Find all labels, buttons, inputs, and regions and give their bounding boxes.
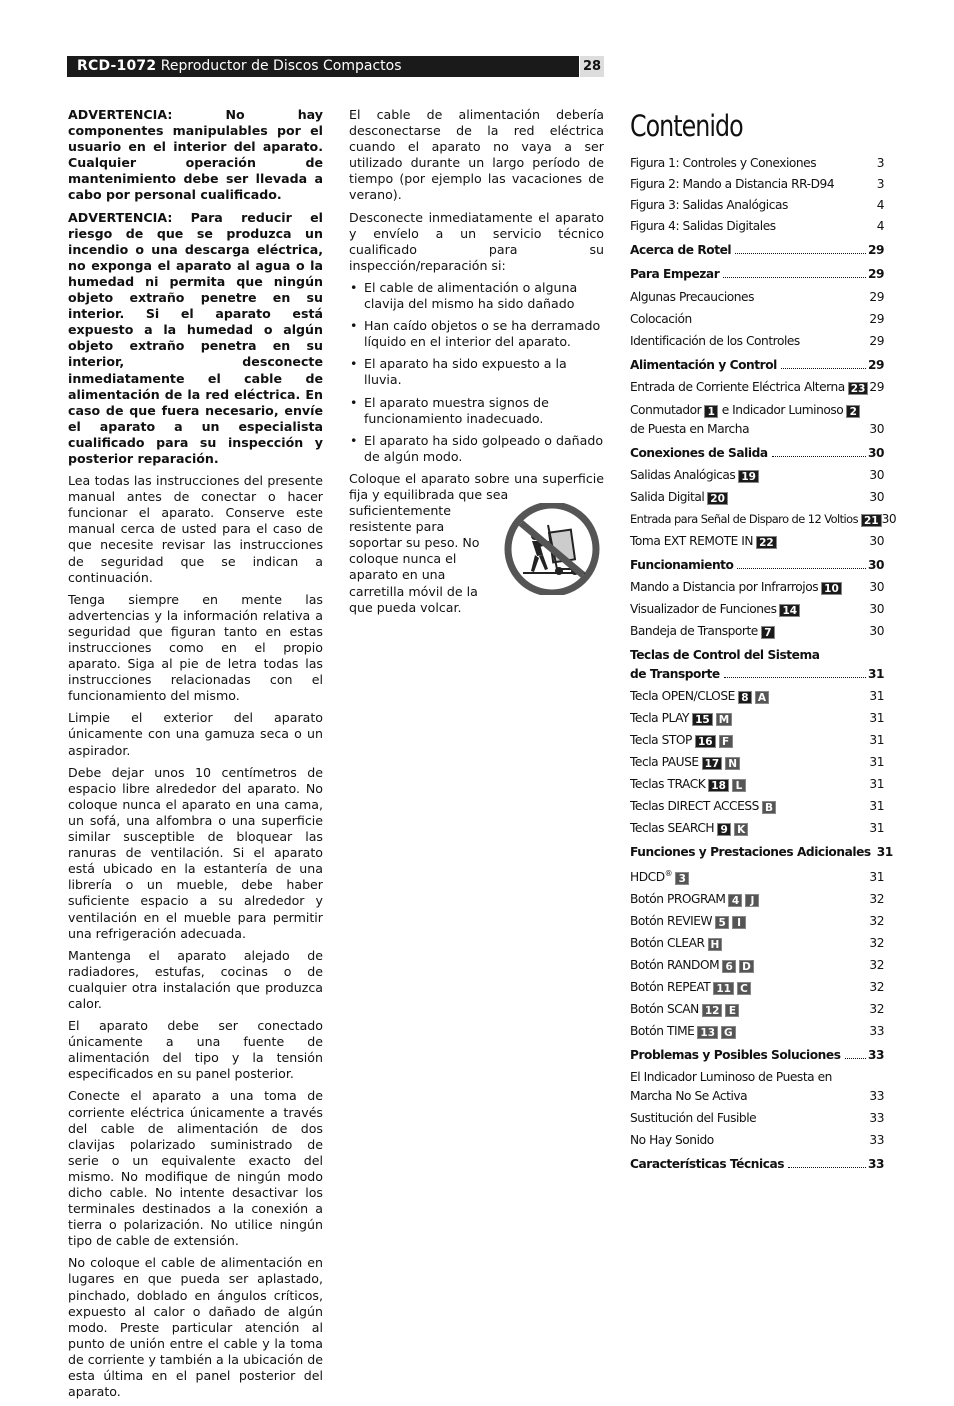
cart-warning [349,471,604,616]
paragraph: El aparato debe ser conectado únicamente a una fuente de alimentación del tipo y la tensión especificados en su panel posterior. [68,1018,323,1082]
toc-entry[interactable]: Botón REVIEW 5 I 32 [630,914,884,930]
toc-entry[interactable]: No Hay Sonido 33 [630,1133,884,1148]
remote-badge: L [732,779,746,792]
control-badge: 20 [707,492,728,505]
toc-entry[interactable]: Teclas DIRECT ACCESS B 31 [630,799,884,814]
toc-section[interactable]: Funcionamiento 30 [630,558,884,572]
toc-entry[interactable]: Botón TIME 13 G 33 [630,1024,884,1040]
remote-badge: K [734,823,748,836]
remote-badge: 13 [697,1026,718,1039]
toc-entry[interactable]: Botón SCAN 12 E 32 [630,1002,884,1018]
paragraph: Debe dejar unos 10 centímetros de espacio libre alrededor del aparato. No coloque nunca el aparato en una cama, un sofá, una alfombra o una superficie similar susceptible de bloquear las ranuras de ventilación. Si el aparato está ubicado en la estantería de una librería o un mueble, debe haber suficiente espacio a su alrededor y ventilación en el mueble para permitir una refrigeración adecuada. [68,764,323,941]
control-badge: 10 [821,582,842,595]
control-badge: 7 [761,626,775,639]
paragraph: Mantenga el aparato alejado de radiadores, estufas, cocinas o de cualquier otra instalación que produzca calor. [68,947,323,1011]
list-item: • Han caído objetos o se ha derramado líquido en el interior del aparato. [349,318,604,350]
toc-entry[interactable]: Botón PROGRAM 4 J 32 [630,892,884,908]
toc-entry[interactable]: Entrada para Señal de Disparo de 12 Voltios 21 30 [630,512,897,527]
toc-entry[interactable]: Figura 1: Controles y Conexiones 3 [630,156,884,170]
toc-entry[interactable]: Algunas Precauciones 29 [630,290,884,304]
toc-section[interactable]: Problemas y Posibles Soluciones 33 [630,1048,884,1063]
toc-entry[interactable]: Tecla OPEN/CLOSE 8 A 31 [630,689,884,704]
toc-entry[interactable]: Figura 4: Salidas Digitales 4 [630,219,884,233]
toc-entry[interactable]: Visualizador de Funciones 14 30 [630,602,884,617]
toc-section[interactable]: Características Técnicas 33 [630,1157,884,1172]
toc-entry[interactable]: Figura 3: Salidas Analógicas 4 [630,198,884,212]
toc-entry[interactable]: Botón CLEAR H 32 [630,936,884,952]
toc-entry[interactable]: Botón RANDOM 6 D 32 [630,958,884,974]
control-badge: 14 [779,604,800,617]
paragraph: Coloque el aparato sobre una superficie fija y equilibrada que sea [349,470,604,502]
paragraph: El cable de alimentación debería desconectarse de la red eléctrica cuando el aparato no vaya a ser utilizado durante un largo período de tiempo (por ejemplo las vacaciones de verano). [349,107,604,203]
paragraph: No coloque el cable de alimentación en lugares en que pueda ser aplastado, pinchado, doblado en ángulos críticos, expuesto al calor o dañado de algún modo. Preste particular atención al punto de unión entre el cable y la toma de corriente y también a la ubicación de esta última en el panel posterior del aparato. [68,1255,323,1400]
toc-entry[interactable]: Botón REPEAT 11 C 32 [630,980,884,996]
control-badge: 2 [846,405,860,418]
toc-entry[interactable]: Sustitución del Fusible 33 [630,1111,884,1126]
paragraph: suficientemente resistente para soportar su peso. No coloque nunca el aparato en una carretilla móvil de la que pueda volcar. [349,503,480,615]
toc-entry[interactable]: Tecla PLAY 15 M 31 [630,711,884,726]
remote-badge: 12 [702,1004,723,1017]
paragraph: Desconecte inmediatamente el aparato y envíelo a un servicio técnico cualificado para su inspección/reparación si: [349,209,604,273]
toc-section[interactable]: Para Empezar 29 [630,267,884,281]
remote-badge: 5 [715,916,729,929]
page-number: 28 [580,56,604,77]
remote-badge: 11 [713,982,734,995]
page-header [67,56,604,77]
toc-entry[interactable]: Teclas SEARCH 9 K 31 [630,821,884,836]
toc-entry[interactable]: Identificación de los Controles 29 [630,334,884,348]
toc-entry[interactable]: Bandeja de Transporte 7 30 [630,624,884,639]
safety-column-right [349,107,604,622]
toc-section[interactable]: Acerca de Rotel 29 [630,243,884,257]
cart-tipover-warning-icon [501,503,603,595]
toc-entry[interactable]: El Indicador Luminoso de Puesta en Marcha No Se Activa 33 [630,1070,884,1104]
remote-badge: C [737,982,751,995]
control-badge: 1 [704,405,718,418]
paragraph: Lea todas las instrucciones del presente manual antes de conectar o hacer funcionar el aparato. Conserve este manual cerca de usted para el caso de que necesite revisar las instrucciones de seguridad que se indican a continuación. [68,473,323,585]
control-badge: 15 [692,713,713,726]
remote-badge: 4 [728,894,742,907]
remote-badge: 6 [722,960,736,973]
toc-section[interactable]: Funciones y Prestaciones Adicionales 31 [630,845,893,859]
remote-badge: M [716,713,732,726]
toc-entry[interactable]: Teclas TRACK 18 L 31 [630,777,884,792]
remote-badge: I [732,916,746,929]
toc-entry[interactable]: Colocación 29 [630,312,884,326]
toc-section[interactable]: Alimentación y Control 29 [630,358,884,372]
control-badge: 19 [738,470,759,483]
toc-entry[interactable]: Salida Digital 20 30 [630,490,884,505]
toc-entry[interactable]: Salidas Analógicas 19 30 [630,468,884,483]
control-badge: 18 [708,779,729,792]
safety-column-left [68,107,323,1406]
control-badge: 16 [695,735,716,748]
toc-entry[interactable]: Tecla PAUSE 17 N 31 [630,755,884,770]
remote-badge: N [725,757,740,770]
toc-entry[interactable]: Figura 2: Mando a Distancia RR-D94 3 [630,177,884,191]
control-badge: 9 [717,823,731,836]
toc-entry[interactable]: Mando a Distancia por Infrarrojos 10 30 [630,580,884,595]
list-item: • El aparato ha sido golpeado o dañado de algún modo. [349,433,604,465]
header-bar [67,56,579,77]
control-badge: 22 [756,536,777,549]
warning-service: ADVERTENCIA: No hay componentes manipulables por el usuario en el interior del aparato. Cualquier operación de mantenimiento debe ser llevada a cabo por personal cualificado. [68,107,323,203]
remote-badge: J [745,894,759,907]
model-name: RCD-1072 [77,58,157,74]
remote-badge: A [755,691,769,704]
control-badge: 23 [848,382,869,395]
control-badge: 8 [738,691,752,704]
control-badge: 21 [861,514,882,527]
toc-entry[interactable]: Tecla STOP 16 F 31 [630,733,884,748]
table-of-contents [630,107,897,1172]
toc-title: Contenido [630,109,743,143]
remote-badge: B [762,801,776,814]
paragraph: Conecte el aparato a una toma de corriente eléctrica únicamente a través del cable de alimentación de dos clavijas polarizado suministrado de serie o un equivalente exacto del mismo. No modifique de ningún modo dicho cable. No intente desactivar los terminales destinados a la conexión a tierra o polarización. No utilice ningún tipo de cable de extensión. [68,1088,323,1249]
toc-section[interactable]: Conexiones de Salida 30 [630,446,884,460]
remote-badge: G [721,1026,736,1039]
list-item: • El aparato muestra signos de funcionamiento inadecuado. [349,395,604,427]
toc-entry[interactable]: Toma EXT REMOTE IN 22 30 [630,534,884,549]
remote-badge: H [708,938,723,951]
toc-entry[interactable]: HDCD® 3 31 [630,869,884,886]
remote-badge: 3 [675,872,689,885]
paragraph: Limpie el exterior del aparato únicamente con una gamuza seca o un aspirador. [68,710,323,758]
paragraph: Tenga siempre en mente las advertencias y la información relativa a seguridad que figuran tanto en estas instrucciones como en el propio aparato. Siga al pie de letra todas las instrucciones relacionadas con el funcionamiento del mismo. [68,591,323,704]
toc-entry[interactable]: Conmutador 1 e Indicador Luminoso 2 de Puesta en Marcha 30 [630,403,884,436]
control-badge: 17 [702,757,723,770]
remote-badge: E [725,1004,739,1017]
remote-badge: F [719,735,733,748]
list-item: • El aparato ha sido expuesto a la lluvia. [349,356,604,388]
remote-badge: D [739,960,754,973]
inspection-list [349,280,604,465]
header-subtitle: Reproductor de Discos Compactos [160,58,402,74]
list-item: • El cable de alimentación o alguna clavija del mismo ha sido dañado [349,280,604,312]
warning-fire: ADVERTENCIA: Para reducir el riesgo de que se produzca un incendio o una descarga eléctrica, no exponga el aparato al agua o la humedad ni permita que ningún objeto extraño penetre en su interior. Si el aparato está expuesto a la humedad o algún objeto extraño penetra en su interior, desconecte inmediatamente el cable de alimentación de la red eléctrica. En caso de que fuera necesario, envíe el aparato a un especialista cualificado para su inspección y posterior reparación. [68,209,323,466]
toc-entry[interactable]: Entrada de Corriente Eléctrica Alterna 23 29 [630,380,884,395]
toc-section[interactable]: Teclas de Control del Sistema de Transporte 31 [630,648,884,681]
